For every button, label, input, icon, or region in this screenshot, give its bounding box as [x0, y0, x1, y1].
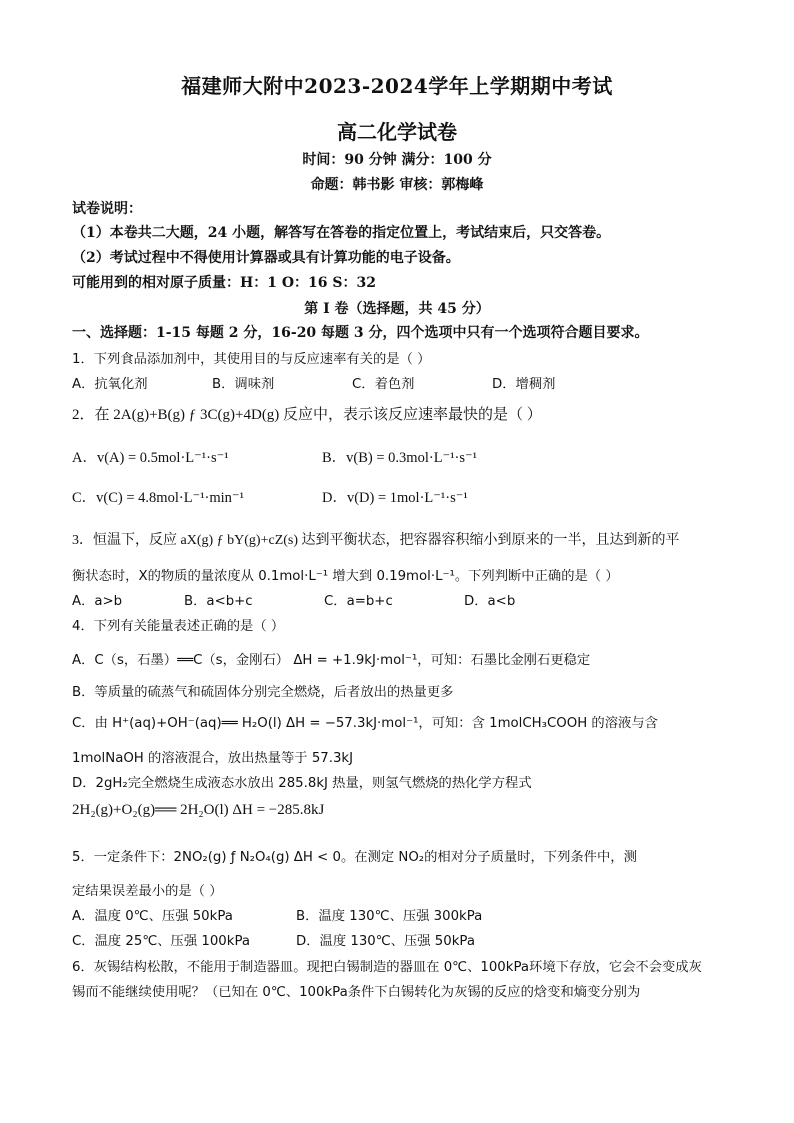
instruction-item-1: （1）本卷共二大题，24 小题，解答写在答卷的指定位置上，考试结束后，只交答卷。 [72, 225, 611, 241]
question-3-option-c: C．a=b+c [324, 594, 393, 609]
question-5-option-a: A．温度 0℃、压强 50kPa [72, 909, 233, 924]
question-5-stem-line-2: 定结果误差最小的是（ ） [72, 884, 223, 899]
question-5-option-d: D．温度 130℃、压强 50kPa [296, 934, 475, 949]
question-2-option-b: B．v(B) = 0.3mol·L⁻¹·s⁻¹ [322, 450, 478, 466]
question-4-option-c-line-2: 1molNaOH 的溶液混合，放出热量等于 57.3kJ [72, 751, 354, 766]
authors-line: 命题：韩书影 审核：郭梅峰 [310, 177, 484, 193]
section-heading: 一、选择题：1-15 每题 2 分，16-20 每题 3 分，四个选项中只有一个选项符合题目要求。 [72, 325, 649, 341]
question-1-option-c: C．着色剂 [352, 377, 415, 392]
atomic-mass-line: 可能用到的相对原子质量：H：1 O：16 S：32 [72, 275, 376, 291]
question-3-stem-line-2: 衡状态时，X的物质的量浓度从 0.1mol·L⁻¹ 增大到 0.19mol·L⁻¹。下列判断中正确的是（ ） [72, 569, 619, 584]
question-3-option-d: D．a<b [464, 594, 516, 609]
question-2-option-a: A．v(A) = 0.5mol·L⁻¹·s⁻¹ [72, 450, 229, 466]
question-1-option-b: B．调味剂 [212, 377, 275, 392]
question-2-stem: 2．在 2A(g)+B(g) ƒ 3C(g)+4D(g) 反应中，表示该反应速率最快的是（ ） [72, 407, 542, 423]
question-1-stem: 1．下列食品添加剂中，其使用目的与反应速率有关的是（ ） [72, 352, 431, 367]
question-2-option-c: C．v(C) = 4.8mol·L⁻¹·min⁻¹ [72, 490, 244, 506]
question-4-option-a: A．C（s，石墨）══C（s，金刚石） ΔH = +1.9kJ·mol⁻¹，可知：石墨比金刚石更稳定 [72, 653, 591, 668]
question-5-option-b: B．温度 130℃、压强 300kPa [296, 909, 483, 924]
section-title: 第 I 卷（选择题，共 45 分） [304, 301, 490, 317]
question-3-option-b: B．a<b+c [184, 594, 253, 609]
question-4-stem: 4．下列有关能量表述正确的是（ ） [72, 619, 285, 634]
question-5-stem-line-1: 5．一定条件下：2NO₂(g) ƒ N₂O₄(g) ΔH < 0。在测定 NO₂的相对分子质量时，下列条件中，测 [72, 850, 637, 865]
question-1-option-a: A．抗氧化剂 [72, 377, 148, 392]
question-6-stem-line-2: 锡而不能继续使用呢？（已知在 0℃、100kPa条件下白锡转化为灰锡的反应的焓变和熵变分别为 [72, 985, 641, 1000]
question-4-option-d-line-1: D．2gH₂完全燃烧生成液态水放出 285.8kJ 热量，则氢气燃烧的热化学方程式 [72, 776, 532, 791]
time-score-line: 时间：90 分钟 满分：100 分 [302, 152, 492, 168]
exam-title: 福建师大附中2023-2024学年上学期期中考试 [181, 74, 613, 98]
question-1-option-d: D．增稠剂 [492, 377, 556, 392]
question-4-option-d-equation: 2H₂(g)+O₂(g)══ 2H₂O(l) ΔH = −285.8kJ [72, 802, 325, 818]
question-3-stem-line-1: 3．恒温下，反应 aX(g) ƒ bY(g)+cZ(s) 达到平衡状态，把容器容积缩小到原来的一半，且达到新的平 [72, 533, 680, 548]
question-3-option-a: A．a>b [72, 594, 123, 609]
question-5-option-c: C．温度 25℃、压强 100kPa [72, 934, 251, 949]
question-4-option-c-line-1: C．由 H⁺(aq)+OH⁻(aq)══ H₂O(l) ΔH = −57.3kJ·mol⁻¹，可知：含 1molCH₃COOH 的溶液与含 [72, 716, 658, 731]
question-6-stem-line-1: 6．灰锡结构松散，不能用于制造器皿。现把白锡制造的器皿在 0℃、100kPa环境下存放，它会不会变成灰 [72, 960, 702, 975]
instructions-heading: 试卷说明： [72, 201, 142, 217]
question-4-option-b: B．等质量的硫蒸气和硫固体分别完全燃烧，后者放出的热量更多 [72, 685, 454, 700]
exam-subtitle: 高二化学试卷 [337, 120, 457, 144]
question-2-option-d: D．v(D) = 1mol·L⁻¹·s⁻¹ [322, 490, 468, 506]
instruction-item-2: （2）考试过程中不得使用计算器或具有计算功能的电子设备。 [72, 250, 460, 266]
